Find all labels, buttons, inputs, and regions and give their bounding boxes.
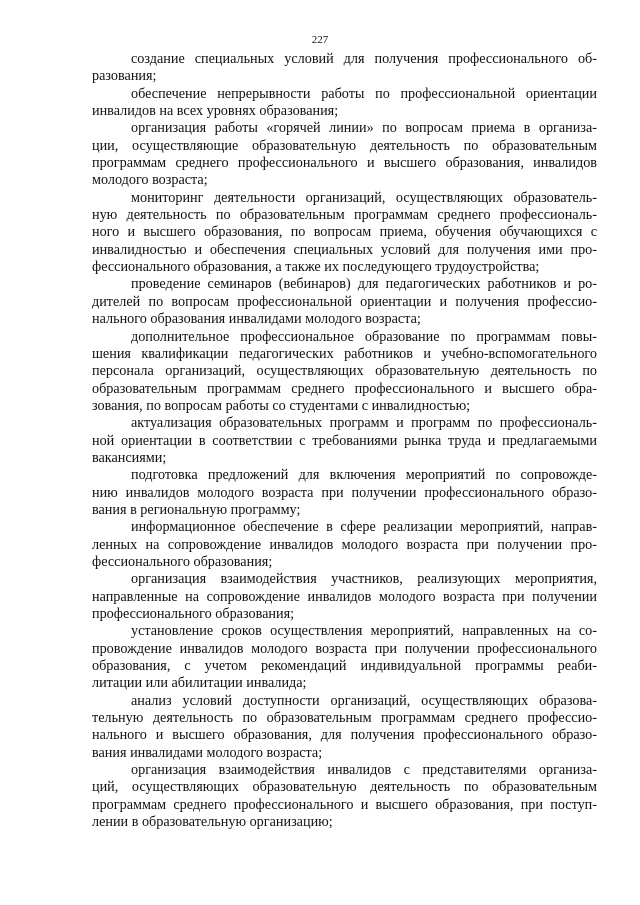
paragraph-line: ной ориентации в соответствии с требованиями рынка труда и предлагаемыми — [92, 432, 597, 449]
paragraph — [92, 51, 597, 86]
paragraph-line: анализ условий доступности организаций, осуществляющих образова- — [131, 692, 597, 709]
paragraph — [92, 120, 597, 189]
paragraph-line: провождение инвалидов молодого возраста при получении профессионального — [92, 640, 597, 657]
paragraph — [92, 86, 597, 121]
paragraph-line: актуализация образовательных программ и программ по профессиональ- — [131, 415, 597, 432]
paragraph-line: программам среднего профессионального и высшего образования, инвалидов — [92, 155, 597, 172]
paragraph-line: молодого возраста; — [92, 172, 208, 189]
paragraph-line: нального образования инвалидами молодого возраста; — [92, 311, 421, 328]
paragraph-line: организация взаимодействия инвалидов с представителями организа- — [131, 762, 597, 779]
paragraph-line: нию инвалидов молодого возраста при получении профессионального образо- — [92, 484, 597, 501]
paragraph-line: подготовка предложений для включения мероприятий по сопровожде- — [131, 467, 597, 484]
paragraph-line: шения квалификации педагогических работников и учебно-вспомогательного — [92, 345, 597, 362]
paragraph — [92, 276, 597, 328]
paragraph — [92, 329, 597, 416]
paragraph-line: тельную деятельность по образовательным программам среднего профессио- — [92, 710, 597, 727]
paragraph-line: создание специальных условий для получения профессионального об- — [131, 51, 597, 67]
paragraph-line: инвалидностью и обеспечения специальных условий для получения ими про- — [92, 241, 597, 258]
paragraph-line: программам среднего профессионального и высшего образования, при поступ- — [92, 796, 597, 813]
paragraph-line: персонала организаций, осуществляющих образовательную деятельность по — [92, 363, 597, 380]
paragraph-line: направленные на сопровождение инвалидов молодого возраста при получении — [92, 588, 597, 605]
paragraph-line: дополнительное профессиональное образование по программам повы- — [131, 328, 597, 345]
paragraph-line: мониторинг деятельности организаций, осуществляющих образователь- — [131, 189, 597, 206]
paragraph — [92, 519, 597, 571]
document-body — [92, 51, 597, 831]
paragraph-line: ленных на сопровождение инвалидов молодого возраста при получении про- — [92, 536, 597, 553]
paragraph-line: образовательным программам среднего профессионального и высшего обра- — [92, 380, 597, 397]
paragraph — [92, 190, 597, 277]
paragraph-line: вания инвалидами молодого возраста; — [92, 744, 323, 761]
paragraph-line: зования, по вопросам работы со студентами с инвалидностью; — [92, 397, 471, 414]
paragraph — [92, 693, 597, 762]
paragraph-line: ную деятельность по образовательным программам среднего профессиональ- — [92, 207, 597, 224]
paragraph-line: установление сроков осуществления мероприятий, направленных на со- — [131, 623, 597, 640]
paragraph-line: обеспечение непрерывности работы по профессиональной ориентации — [131, 85, 597, 102]
paragraph-line: образования, с учетом рекомендаций индивидуальной программы реаби- — [92, 658, 597, 675]
paragraph-line: фессионального образования, а также их последующего трудоустройства; — [92, 259, 540, 276]
paragraph-line: профессионального образования; — [92, 606, 295, 622]
paragraph — [92, 623, 597, 692]
paragraph-line: лении в образовательную организацию; — [92, 814, 333, 831]
paragraph-line: разования; — [92, 68, 157, 85]
paragraph-line: вания в региональную программу; — [92, 501, 301, 518]
paragraph-line: инвалидов на всех уровнях образования; — [92, 103, 339, 120]
paragraph-line: нального и высшего образования, для получения профессионального образо- — [92, 727, 597, 744]
paragraph-line: информационное обеспечение в сфере реализации мероприятий, направ- — [131, 519, 597, 536]
page-number: 227 — [311, 34, 329, 46]
paragraph-line: проведение семинаров (вебинаров) для педагогических работников и ро- — [131, 276, 597, 293]
paragraph-line: литации или абилитации инвалида; — [92, 675, 307, 692]
paragraph — [92, 762, 597, 831]
paragraph-line: ного и высшего образования, по вопросам приема, обучения обучающихся с — [92, 224, 597, 241]
paragraph-line: дителей по вопросам профессиональной ориентации и получения профессио- — [92, 293, 597, 310]
paragraph-line: организация работы «горячей линии» по вопросам приема в организа- — [131, 120, 597, 137]
paragraph — [92, 415, 597, 467]
paragraph-line: фессионального образования; — [92, 553, 273, 570]
paragraph-line: организация взаимодействия участников, реализующих мероприятия, — [131, 571, 597, 588]
paragraph — [92, 571, 597, 623]
paragraph-line: вакансиями; — [92, 449, 167, 466]
paragraph-line: ции, осуществляющие образовательную деятельность по образовательным — [92, 137, 597, 154]
paragraph — [92, 467, 597, 519]
paragraph-line: ций, осуществляющих образовательную деятельность по образовательным — [92, 779, 597, 796]
